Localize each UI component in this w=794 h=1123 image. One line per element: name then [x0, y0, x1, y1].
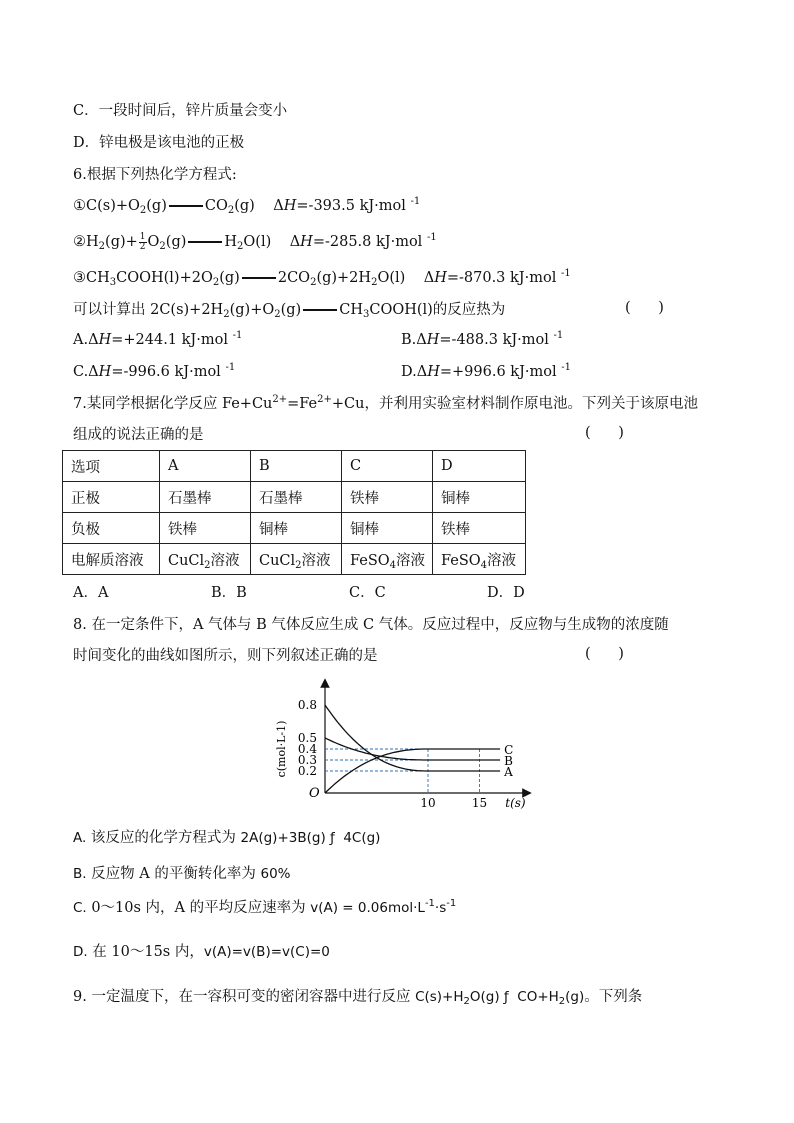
table-cell: 铁棒: [433, 513, 526, 544]
table-row: [63, 544, 526, 575]
concentration-time-chart: [265, 675, 540, 815]
table-cell: 石墨棒: [160, 482, 251, 513]
q7-answer-c: C．C: [349, 585, 386, 601]
q8-line-1: 8. 在一定条件下，A 气体与 B 气体反应生成 C 气体。反应过程中，反应物与生成物的浓度随: [73, 617, 669, 633]
q7-options-table: [62, 450, 526, 575]
y-tick-label: 0.8: [297, 698, 317, 712]
q6-intro: 6.根据下列热化学方程式:: [73, 167, 237, 183]
table-cell: 铁棒: [160, 513, 251, 544]
table-cell: FeSO$_4$溶液: [433, 544, 526, 575]
table-cell: A: [160, 451, 251, 482]
table-row: [63, 482, 526, 513]
table-cell: B: [251, 451, 342, 482]
table-cell: 铜棒: [433, 482, 526, 513]
q9-line-1: 9. 一定温度下，在一容积可变的密闭容器中进行反应 $C(s)+H_2O(g)$ ƒ $CO+H_2(g)$。下列条: [73, 989, 643, 1007]
y-tick-label: 0.2: [297, 764, 317, 778]
table-cell: 铜棒: [342, 513, 433, 544]
q7-line-1: 7.某同学根据化学反应 $Fe+Cu^{2+}=Fe^{2+}+Cu$，并利用实验室材料制作原电池。下列关于该原电池: [73, 394, 698, 412]
x-tick-label: 10: [420, 796, 436, 810]
y-tick-label: 0.5: [297, 731, 317, 745]
q7-answer-b: B．B: [211, 585, 247, 601]
table-row: [63, 513, 526, 544]
q7-answer-a: A．A: [73, 585, 109, 601]
q6-option-d: D.ΔH=+996.6 kJ·mol $^{-1}$: [401, 362, 571, 380]
table-cell: CuCl$_2$溶液: [251, 544, 342, 575]
table-cell: 铁棒: [342, 482, 433, 513]
x-axis-label: t(s): [505, 796, 526, 810]
y-tick-label: 0.4: [297, 742, 317, 756]
origin-label: O: [309, 786, 320, 801]
series-label-B: B: [504, 754, 513, 768]
table-cell: 负极: [63, 513, 160, 544]
series-line-A: [325, 705, 500, 771]
table-cell: D: [433, 451, 526, 482]
q7-answer-paren: ( ): [585, 425, 624, 441]
q8-option-b: B. 反应物 A 的平衡转化率为 60%: [73, 866, 291, 882]
table-cell: C: [342, 451, 433, 482]
q6-equation-3: $③CH_3COOH(l)+2O_2(g)$ $2CO_2(g)+2H_2O(l)$ ΔH=-870.3 kJ·mol $^{-1}$: [73, 268, 571, 288]
q6-equation-2: $②H_2(g)+$ $\frac{1}{2}$ $O_2(g)$ $H_2O(l)$ ΔH=-285.8 kJ·mol $^{-1}$: [73, 231, 437, 252]
table-cell: 正极: [63, 482, 160, 513]
q8-option-d: D. 在 10～15s 内，v(A)=v(B)=v(C)=0: [73, 944, 330, 960]
q8-line-2: 时间变化的曲线如图所示，则下列叙述正确的是: [73, 648, 378, 664]
table-row: [63, 451, 526, 482]
q6-option-b: B.ΔH=-488.3 kJ·mol $^{-1}$: [401, 330, 564, 348]
series-label-C: C: [504, 743, 514, 757]
q6-option-c: C.ΔH=-996.6 kJ·mol $^{-1}$: [73, 362, 236, 380]
table-cell: 选项: [63, 451, 160, 482]
option-d-text: D．锌电极是该电池的正极: [73, 135, 245, 151]
table-cell: CuCl$_2$溶液: [160, 544, 251, 575]
q6-option-a: A.ΔH=+244.1 kJ·mol $^{-1}$: [73, 330, 243, 348]
x-tick-label: 15: [471, 796, 488, 810]
table-cell: 石墨棒: [251, 482, 342, 513]
q6-calc-line: 可以计算出 $2C(s)+2H_2(g)+O_2(g)$ $CH_3COOH(l)$的反应热为: [73, 302, 506, 320]
q7-answer-d: D．D: [487, 585, 525, 601]
y-tick-label: 0.3: [297, 753, 317, 767]
q8-option-a: A. 该反应的化学方程式为 2A(g)+3B(g) ƒ 4C(g): [73, 830, 381, 846]
q6-equation-1: $①C(s)+O_2(g)$ $CO_2(g)$ ΔH=-393.5 kJ·mol $^{-1}$: [73, 196, 421, 216]
q7-line-2: 组成的说法正确的是: [73, 427, 204, 443]
q8-answer-paren: ( ): [585, 646, 624, 662]
table-cell: FeSO$_4$溶液: [342, 544, 433, 575]
table-cell: 铜棒: [251, 513, 342, 544]
table-cell: 电解质溶液: [63, 544, 160, 575]
series-label-A: A: [504, 765, 513, 779]
y-axis-label: c(mol·L-1): [275, 720, 288, 778]
q8-option-c: C. 0～10s 内，A 的平均反应速率为 $v(A) = 0.06mol\cdot L^{-1}\cdot s^{-1}$: [73, 898, 457, 916]
option-c-text: C．一段时间后，锌片质量会变小: [73, 103, 288, 119]
q6-answer-paren: ( ): [625, 300, 664, 316]
